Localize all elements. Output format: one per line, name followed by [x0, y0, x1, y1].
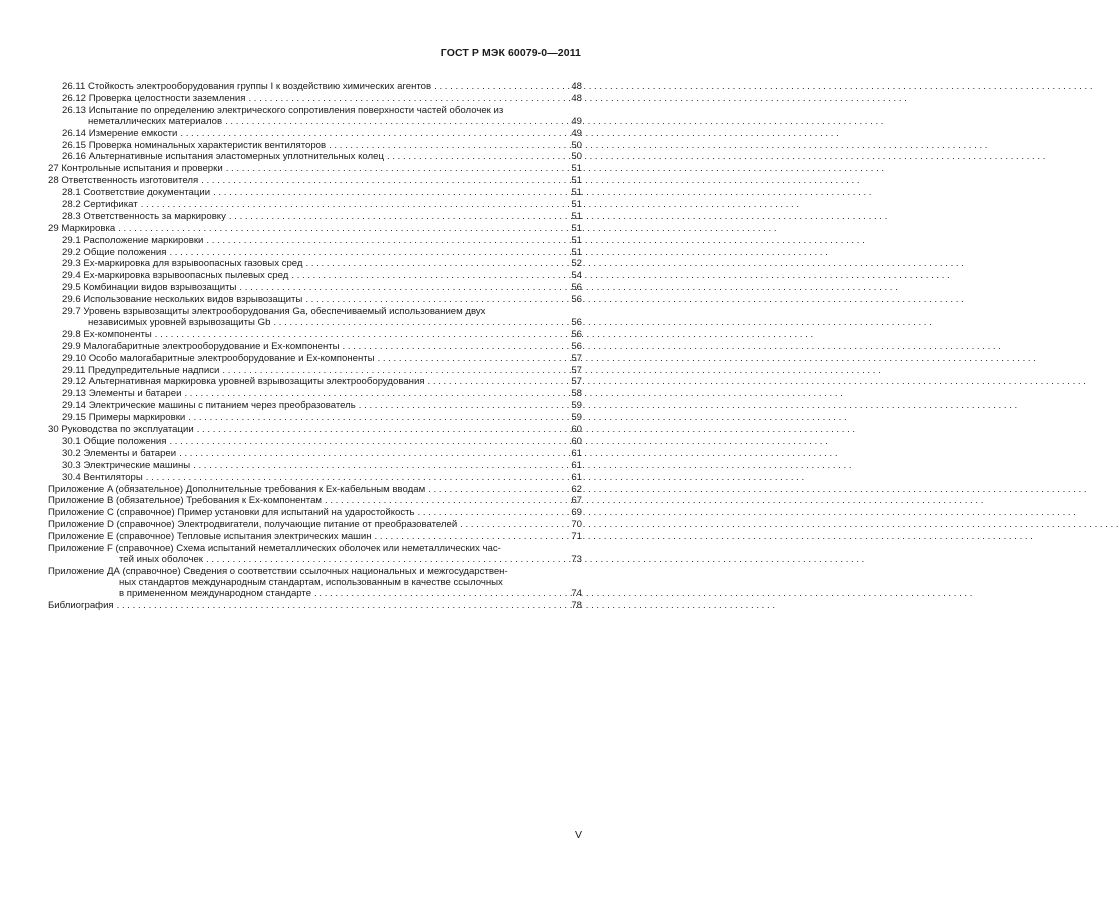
toc-entry[interactable] [48, 600, 582, 611]
toc-page-number: 59 [571, 400, 582, 412]
toc-entry-title: Соответствие документации [83, 187, 211, 199]
toc-entry-number: Приложение [48, 483, 105, 495]
toc-dot-leader [185, 412, 554, 423]
toc-entry[interactable] [48, 306, 582, 328]
toc-page-number: 56 [571, 340, 582, 352]
toc-dot-leader [166, 247, 554, 258]
toc-page-number: 49 [571, 127, 582, 139]
toc-entry[interactable] [48, 247, 582, 258]
toc-entry-number: 26.12 [62, 92, 87, 104]
toc-entry-number: Приложение [48, 542, 105, 554]
toc-entry-number: Приложение [48, 495, 105, 507]
toc-entry-number: 29.6 [62, 294, 81, 306]
toc-entry-number: 30.2 [62, 447, 81, 459]
toc-entry-number: 29.1 [62, 234, 81, 246]
toc-entry-title: Измерение емкости [88, 127, 178, 139]
toc-page-number: 56 [571, 317, 582, 329]
toc-entry-title: Маркировка [61, 222, 116, 234]
table-of-contents [48, 81, 582, 612]
toc-page-number: 60 [571, 435, 582, 447]
toc-page-number: 58 [571, 388, 582, 400]
toc-entry-title: Комбинации видов взрывозащиты [83, 282, 237, 294]
toc-dot-leader [415, 507, 554, 518]
toc-dot-leader [181, 388, 554, 399]
toc-page-number: 73 [571, 553, 582, 565]
toc-page-number: 60 [571, 424, 582, 436]
toc-entry-number: 29.10 [62, 352, 87, 364]
toc-dot-leader [425, 376, 554, 387]
toc-entry[interactable] [48, 412, 582, 423]
toc-entry-number: 30 [48, 424, 59, 436]
toc-page-number: 56 [571, 328, 582, 340]
toc-entry-number: 28.2 [62, 199, 81, 211]
toc-entry[interactable] [48, 235, 582, 246]
toc-page-number: 48 [571, 92, 582, 104]
toc-entry[interactable] [48, 175, 582, 186]
document-header: ГОСТ Р МЭК 60079-0—2011 [440, 47, 581, 59]
toc-entry-title: Элементы и батареи [83, 447, 177, 459]
toc-page-number: 48 [571, 81, 582, 92]
toc-dot-leader [194, 424, 554, 435]
toc-dot-leader [270, 317, 554, 328]
toc-dot-leader [203, 235, 554, 246]
toc-entry[interactable] [48, 353, 582, 364]
toc-entry-number: 29.3 [62, 258, 81, 270]
toc-entry-number: 26.11 [62, 81, 86, 92]
toc-dot-leader [303, 258, 554, 269]
toc-dot-leader [176, 448, 554, 459]
toc-dot-leader [326, 140, 554, 151]
toc-dot-leader [177, 128, 554, 139]
toc-page-number: 51 [571, 246, 582, 258]
toc-entry[interactable] [48, 128, 582, 139]
toc-page-number: 51 [571, 187, 582, 199]
toc-dot-leader [384, 151, 554, 162]
toc-entry-title: Сертификат [83, 199, 138, 211]
toc-dot-leader [203, 554, 554, 565]
toc-page-number: 61 [571, 459, 582, 471]
toc-page-number: 59 [571, 412, 582, 424]
toc-entry[interactable] [48, 282, 582, 293]
toc-entry[interactable] [48, 448, 582, 459]
toc-entry[interactable] [48, 543, 582, 565]
toc-entry-title: Электрические машины [83, 459, 191, 471]
toc-entry[interactable] [48, 376, 582, 387]
toc-entry-title: Малогабаритные электрооборудование и Ex-компоненты [83, 340, 340, 352]
toc-page-number: 50 [571, 139, 582, 151]
toc-entry-title: Стойкость электрооборудования группы I к воздействию химических агентов [87, 81, 432, 92]
toc-entry-title: ДА (справочное) Сведения о соответствии ссылочных национальных и межгосударствен- [106, 565, 508, 577]
toc-entry-title: Предупредительные надписи [87, 364, 220, 376]
toc-dot-leader [372, 531, 554, 542]
toc-dot-leader [245, 93, 554, 104]
toc-entry[interactable] [48, 424, 582, 435]
toc-page-number: 51 [571, 175, 582, 187]
toc-page-number: 54 [571, 270, 582, 282]
toc-page-number: 51 [571, 234, 582, 246]
toc-entry[interactable] [48, 93, 582, 104]
toc-entry-number: 29.15 [62, 412, 87, 424]
toc-entry[interactable] [48, 472, 582, 483]
toc-entry-title: Ex-компоненты [83, 328, 152, 340]
toc-entry-title-continuation: в примененном международном стандарте [119, 587, 312, 599]
toc-page-number: 61 [571, 447, 582, 459]
toc-page-number: 51 [571, 163, 582, 175]
toc-dot-leader [288, 270, 554, 281]
toc-entry-number: 29.11 [62, 364, 86, 376]
toc-entry-number: 29.13 [62, 388, 87, 400]
toc-page-number: 67 [571, 495, 582, 507]
toc-page-number: 56 [571, 294, 582, 306]
toc-page-number: 74 [571, 587, 582, 599]
toc-dot-leader [356, 400, 554, 411]
toc-page-number: 62 [571, 483, 582, 495]
toc-page-number: 71 [571, 531, 582, 543]
toc-entry-number: 29.4 [62, 270, 81, 282]
toc-entry[interactable] [48, 436, 582, 447]
toc-entry-number: 29.7 [62, 306, 81, 318]
toc-entry-title: A (обязательное) Дополнительные требования к Ex-кабельным вводам [106, 483, 426, 495]
toc-entry-number: 29.5 [62, 282, 81, 294]
toc-dot-leader [340, 341, 554, 352]
toc-entry-title: Элементы и батареи [88, 388, 182, 400]
toc-entry-title: Контрольные испытания и проверки [61, 163, 223, 175]
toc-dot-leader [375, 353, 554, 364]
toc-entry-title: F (справочное) Схема испытаний неметаллических оболочек или неметаллических час- [106, 542, 501, 554]
toc-entry-title-continuation: неметаллических материалов [88, 115, 223, 127]
toc-entry-title: Ответственность изготовителя [61, 175, 199, 187]
toc-entry-number: 29 [48, 222, 59, 234]
toc-entry[interactable] [48, 460, 582, 471]
toc-entry-number: 30.4 [62, 471, 81, 483]
toc-entry[interactable] [48, 365, 582, 376]
toc-page-number: 51 [571, 199, 582, 211]
toc-entry-number: 28.1 [62, 187, 81, 199]
toc-entry-number: 26.15 [62, 139, 87, 151]
toc-entry-title: Общие положения [83, 246, 167, 258]
toc-entry[interactable] [48, 531, 582, 542]
toc-entry[interactable] [48, 199, 582, 210]
toc-dot-leader [210, 187, 554, 198]
toc-entry-number: 28 [48, 175, 59, 187]
toc-entry[interactable] [48, 151, 582, 162]
toc-entry-number: Приложение [48, 531, 105, 543]
toc-dot-leader [311, 588, 554, 599]
toc-entry[interactable] [48, 329, 582, 340]
toc-entry-title: Библиография [48, 599, 114, 611]
toc-entry-title: B (обязательное) Требования к Ex-компонентам [106, 495, 323, 507]
toc-entry-number: Приложение [48, 507, 105, 519]
toc-entry-number: Приложение [48, 519, 105, 531]
toc-entry[interactable] [48, 400, 582, 411]
toc-entry-title: Проверка номинальных характеристик вентиляторов [88, 139, 327, 151]
toc-entry-title: Ответственность за маркировку [83, 210, 226, 222]
toc-entry-title: Испытание по определению электрического сопротивления поверхности частей оболочек из [88, 104, 504, 116]
toc-entry-title: C (справочное) Пример установки для испытаний на ударостойкость [106, 507, 415, 519]
toc-entry-title: Расположение маркировки [83, 234, 204, 246]
toc-entry-number: 26.14 [62, 127, 87, 139]
toc-dot-leader [114, 600, 554, 611]
page-number: V [574, 829, 582, 841]
toc-entry-number: 29.12 [62, 376, 87, 388]
toc-page-number: 70 [571, 519, 582, 531]
toc-dot-leader [138, 199, 554, 210]
toc-entry-number: 27 [48, 163, 59, 175]
toc-page-number: 49 [571, 115, 582, 127]
toc-page-number: 52 [571, 258, 582, 270]
toc-dot-leader [219, 365, 554, 376]
toc-dot-leader [236, 282, 554, 293]
toc-entry[interactable] [48, 187, 582, 198]
toc-entry-title: Уровень взрывозащиты электрооборудования Ga, обеспечиваемый использованием двух [83, 306, 486, 318]
toc-entry-title: D (справочное) Электродвигатели, получающие питание от преобразователей [106, 519, 458, 531]
toc-entry[interactable] [48, 388, 582, 399]
toc-dot-leader [115, 223, 554, 234]
toc-entry-title: Вентиляторы [83, 471, 143, 483]
toc-entry-title: Руководства по эксплуатации [61, 424, 194, 436]
toc-page-number: 78 [571, 599, 582, 611]
toc-dot-leader [322, 495, 554, 506]
toc-entry-number: 28.3 [62, 210, 81, 222]
toc-entry[interactable] [48, 519, 582, 530]
toc-page-number: 51 [571, 210, 582, 222]
toc-entry-number: 30.1 [62, 435, 81, 447]
toc-entry[interactable] [48, 211, 582, 222]
toc-dot-leader [223, 163, 554, 174]
toc-entry-number: 26.13 [62, 104, 87, 116]
toc-page-number: 51 [571, 222, 582, 234]
toc-entry-title: E (справочное) Тепловые испытания электрических машин [106, 531, 372, 543]
toc-page-number: 50 [571, 151, 582, 163]
toc-entry[interactable] [48, 105, 582, 127]
toc-entry-title: Особо малогабаритные электрооборудование и Ex-компоненты [88, 352, 375, 364]
toc-entry-number: 29.8 [62, 328, 81, 340]
toc-dot-leader [431, 81, 554, 92]
toc-entry-title: Использование нескольких видов взрывозащиты [83, 294, 303, 306]
toc-entry-title: Проверка целостности заземления [88, 92, 246, 104]
toc-entry-number: 30.3 [62, 459, 81, 471]
toc-entry-number: 29.9 [62, 340, 81, 352]
toc-entry-title: Общие положения [83, 435, 167, 447]
toc-entry-number: 29.14 [62, 400, 87, 412]
toc-entry-number: 29.2 [62, 246, 81, 258]
toc-entry[interactable] [48, 270, 582, 281]
toc-entry-title: Ex-маркировка для взрывоопасных газовых сред [83, 258, 303, 270]
toc-dot-leader [143, 472, 554, 483]
toc-entry[interactable] [48, 341, 582, 352]
toc-entry[interactable] [48, 81, 582, 92]
toc-entry-title-continuation: тей иных оболочек [119, 553, 203, 565]
toc-entry[interactable] [48, 507, 582, 518]
toc-entry[interactable] [48, 294, 582, 305]
toc-page-number: 57 [571, 376, 582, 388]
toc-entry-title: Альтернативная маркировка уровней взрывозащиты электрооборудования [88, 376, 425, 388]
toc-entry[interactable] [48, 223, 582, 234]
toc-dot-leader [190, 460, 554, 471]
toc-entry-title: Ex-маркировка взрывоопасных пылевых сред [83, 270, 289, 282]
toc-page-number: 56 [571, 282, 582, 294]
toc-entry-title: Примеры маркировки [88, 412, 186, 424]
toc-dot-leader [166, 436, 554, 447]
toc-entry[interactable] [48, 566, 582, 599]
toc-entry[interactable] [48, 140, 582, 151]
toc-entry-title-continuation: независимых уровней взрывозащиты Gb [88, 317, 271, 329]
toc-entry-title: Электрические машины с питанием через преобразователь [88, 400, 356, 412]
toc-page-number: 61 [571, 471, 582, 483]
toc-dot-leader [222, 116, 554, 127]
toc-entry-title-continuation: ных стандартов международным стандартам, использованным в качестве ссылочных [119, 576, 503, 588]
toc-entry[interactable] [48, 163, 582, 174]
toc-dot-leader [457, 519, 554, 530]
toc-entry[interactable] [48, 484, 582, 495]
toc-entry-number: 26.16 [62, 151, 87, 163]
toc-entry[interactable] [48, 258, 582, 269]
toc-dot-leader [302, 294, 554, 305]
toc-dot-leader [152, 329, 554, 340]
toc-entry[interactable] [48, 495, 582, 506]
toc-dot-leader [425, 484, 554, 495]
toc-dot-leader [198, 175, 554, 186]
toc-page-number: 57 [571, 364, 582, 376]
toc-page-number: 57 [571, 352, 582, 364]
toc-dot-leader [226, 211, 554, 222]
toc-entry-title: Альтернативные испытания эластомерных уплотнительных колец [88, 151, 384, 163]
toc-entry-number: Приложение [48, 565, 105, 577]
toc-page-number: 69 [571, 507, 582, 519]
